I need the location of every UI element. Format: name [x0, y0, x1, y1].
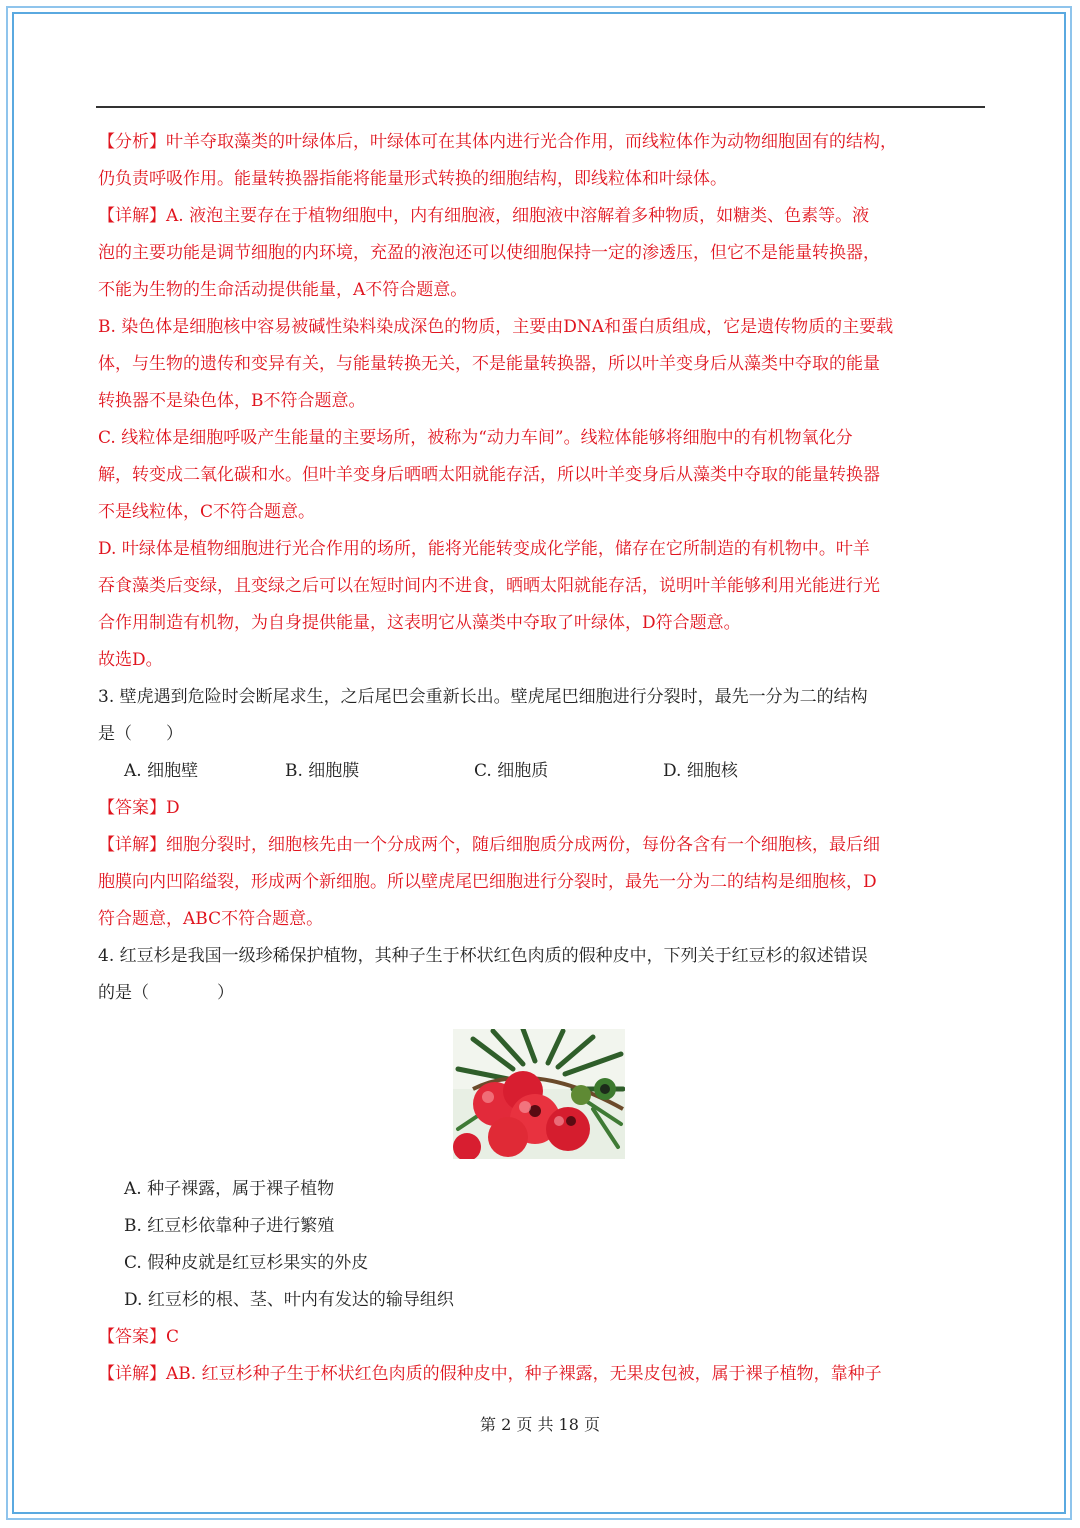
detail-line: 合作用制造有机物，为自身提供能量，这表明它从藻类中夺取了叶绿体，D符合题意。 — [98, 613, 741, 633]
detail-line: 泡的主要功能是调节细胞的内环境，充盈的液泡还可以使细胞保持一定的渗透压，但它不是能量转换器， — [98, 243, 880, 263]
option-d: D. 细胞核 — [663, 761, 738, 781]
detail-line: 吞食藻类后变绿，且变绿之后可以在短时间内不进食，晒晒太阳就能存活，说明叶羊能够利用光能进行光 — [98, 576, 880, 596]
question-3-stem: 是（ ） — [98, 724, 183, 744]
question-3-stem: 3. 壁虎遇到危险时会断尾求生，之后尾巴会重新长出。壁虎尾巴细胞进行分裂时，最先一分为二的结构 — [98, 687, 868, 707]
header-rule — [96, 106, 985, 108]
option-c: C. 细胞质 — [474, 761, 549, 781]
question-3-options — [98, 753, 980, 790]
detail-line: 不是线粒体，C不符合题意。 — [98, 502, 316, 522]
analysis-line: 【分析】叶羊夺取藻类的叶绿体后，叶绿体可在其体内进行光合作用，而线粒体作为动物细胞固有的结构， — [98, 132, 897, 152]
detail-line: 转换器不是染色体，B不符合题意。 — [98, 391, 366, 411]
question-4-stem: 4. 红豆杉是我国一级珍稀保护植物，其种子生于杯状红色肉质的假种皮中，下列关于红豆杉的叙述错误 — [98, 946, 868, 966]
question-4-option-b: B. 红豆杉依靠种子进行繁殖 — [124, 1216, 335, 1236]
answer: 【答案】D — [98, 798, 180, 818]
detail-line: 符合题意，ABC不符合题意。 — [98, 909, 324, 929]
answer: 【答案】C — [98, 1327, 180, 1347]
yew-berries-illustration — [453, 1029, 625, 1159]
page-content — [98, 124, 980, 1393]
detail-line: 体，与生物的遗传和变异有关，与能量转换无关，不是能量转换器，所以叶羊变身后从藻类中夺取的能量 — [98, 354, 880, 374]
option-b: B. 细胞膜 — [285, 761, 360, 781]
question-4-stem: 的是（ ） — [98, 983, 234, 1003]
detail-line: C. 线粒体是细胞呼吸产生能量的主要场所，被称为“动力车间”。线粒体能够将细胞中的有机物氧化分 — [98, 428, 853, 448]
question-4-option-d: D. 红豆杉的根、茎、叶内有发达的输导组织 — [124, 1290, 454, 1310]
conclusion: 故选D。 — [98, 650, 163, 670]
option-a: A. 细胞壁 — [124, 761, 199, 781]
page-footer: 第 2 页 共 18 页 — [480, 1415, 600, 1434]
detail-line: D. 叶绿体是植物细胞进行光合作用的场所，能将光能转变成化学能，储存在它所制造的有机物中。叶羊 — [98, 539, 870, 559]
detail-line: 不能为生物的生命活动提供能量，A不符合题意。 — [98, 280, 468, 300]
detail-line: 【详解】AB. 红豆杉种子生于杯状红色肉质的假种皮中，种子裸露，无果皮包被，属于裸子植物，靠种子 — [98, 1364, 882, 1384]
detail-line: 【详解】细胞分裂时，细胞核先由一个分成两个，随后细胞质分成两份，每份各含有一个细胞核，最后细 — [98, 835, 880, 855]
yew-berries-image — [453, 1029, 625, 1159]
detail-line: 【详解】A. 液泡主要存在于植物细胞中，内有细胞液，细胞液中溶解着多种物质，如糖类、色素等。液 — [98, 206, 870, 226]
detail-line: 胞膜向内凹陷缢裂，形成两个新细胞。所以壁虎尾巴细胞进行分裂时，最先一分为二的结构是细胞核，D — [98, 872, 877, 892]
question-4-option-a: A. 种子裸露，属于裸子植物 — [124, 1179, 335, 1199]
detail-line: 解，转变成二氧化碳和水。但叶羊变身后晒晒太阳就能存活，所以叶羊变身后从藻类中夺取的能量转换器 — [98, 465, 880, 485]
detail-line: B. 染色体是细胞核中容易被碱性染料染成深色的物质，主要由DNA和蛋白质组成，它是遗传物质的主要载 — [98, 317, 894, 337]
question-4-option-c: C. 假种皮就是红豆杉果实的外皮 — [124, 1253, 369, 1273]
analysis-line: 仍负责呼吸作用。能量转换器指能将能量形式转换的细胞结构，即线粒体和叶绿体。 — [98, 169, 727, 189]
